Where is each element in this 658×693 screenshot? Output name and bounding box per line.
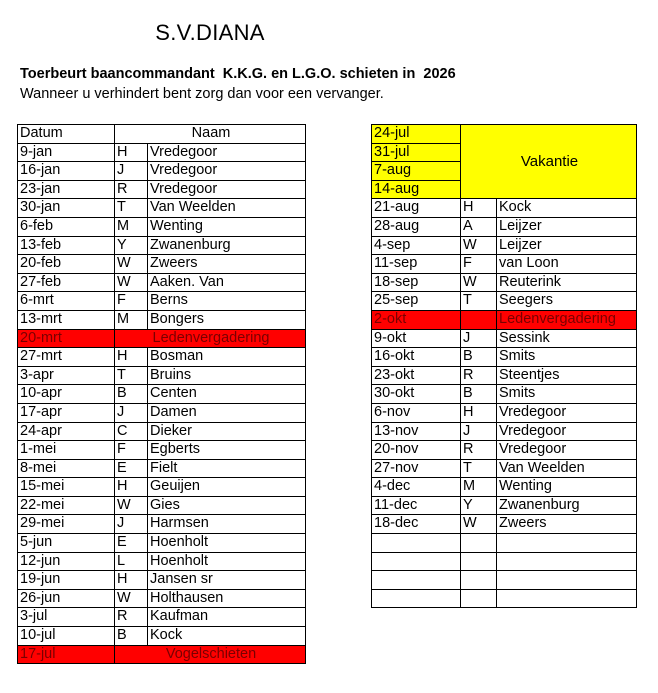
date-cell: 10-apr [18,385,115,404]
table-row [372,236,637,255]
name-cell: Damen [148,403,306,422]
name-cell: Fielt [148,459,306,478]
code-cell: E [115,534,148,553]
table-row [18,496,306,515]
date-cell: 25-sep [372,292,461,311]
date-cell: 11-dec [372,496,461,515]
code-cell: W [461,236,497,255]
code-cell: M [115,217,148,236]
name-cell: Holthausen [148,589,306,608]
table-row [18,143,306,162]
table-row [18,552,306,571]
name-cell: Vredegoor [148,143,306,162]
name-cell: Vredegoor [497,422,637,441]
name-cell: Kock [497,199,637,218]
schedule-subtitle: Toerbeurt baancommandant K.K.G. en L.G.O. schieten in 2026 [20,66,456,82]
date-cell: 20-nov [372,441,461,460]
date-cell: 27-feb [18,273,115,292]
date-cell: 15-mei [18,478,115,497]
code-cell: J [115,403,148,422]
date-cell: 16-okt [372,348,461,367]
table-row [372,255,637,274]
date-cell: 28-aug [372,217,461,236]
date-cell: 24-jul [372,125,461,144]
code-cell: R [461,366,497,385]
code-cell [461,310,497,329]
name-cell: Aaken. Van [148,273,306,292]
date-cell: 26-jun [18,589,115,608]
name-cell: Van Weelden [148,199,306,218]
table-row [18,589,306,608]
name-header: Naam [115,125,306,144]
date-cell: 17-apr [18,403,115,422]
name-cell: Hoenholt [148,552,306,571]
code-cell: H [115,143,148,162]
name-cell: Reuterink [497,273,637,292]
name-cell: Bruins [148,366,306,385]
date-cell: 2-okt [372,310,461,329]
code-cell: R [115,608,148,627]
code-cell: F [461,255,497,274]
event-cell: Ledenvergadering [115,329,306,348]
date-cell: 16-jan [18,162,115,181]
schedule-table-right [371,124,637,608]
table-row [18,180,306,199]
code-cell: W [461,273,497,292]
code-cell: T [461,459,497,478]
date-cell: 19-jun [18,571,115,590]
code-cell: J [115,162,148,181]
date-cell [372,571,461,590]
table-row [372,329,637,348]
code-cell: C [115,422,148,441]
date-cell [372,589,461,608]
date-header: Datum [18,125,115,144]
date-cell: 17-jul [18,645,115,664]
date-cell: 10-jul [18,627,115,646]
date-cell: 14-aug [372,180,461,199]
code-cell: B [461,385,497,404]
name-cell [497,534,637,553]
code-cell: H [115,348,148,367]
name-cell: Sessink [497,329,637,348]
event-cell: Vogelschieten [115,645,306,664]
date-cell: 1-mei [18,441,115,460]
name-cell: Vredegoor [497,403,637,422]
name-cell: van Loon [497,255,637,274]
table-row [18,534,306,553]
code-cell: M [115,310,148,329]
page-title: S.V.DIANA [155,20,265,45]
code-cell: W [115,255,148,274]
name-cell: Zwanenburg [497,496,637,515]
table-row [18,571,306,590]
name-cell: Leijzer [497,236,637,255]
code-cell: R [461,441,497,460]
date-cell: 6-mrt [18,292,115,311]
table-row [372,515,637,534]
event-cell: Ledenvergadering [497,310,637,329]
code-cell: L [115,552,148,571]
table-row [18,310,306,329]
date-cell: 9-okt [372,329,461,348]
name-cell: Seegers [497,292,637,311]
code-cell: J [461,422,497,441]
code-cell: B [115,627,148,646]
name-cell: Zwanenburg [148,236,306,255]
date-cell: 13-nov [372,422,461,441]
name-cell: Vredegoor [148,180,306,199]
table-row [18,385,306,404]
date-cell: 13-mrt [18,310,115,329]
table-row [18,348,306,367]
date-cell: 23-okt [372,366,461,385]
date-cell: 20-mrt [18,329,115,348]
empty-row [372,571,637,590]
table-row [372,199,637,218]
table-row [372,348,637,367]
name-cell: Zweers [148,255,306,274]
name-cell: Vredegoor [497,441,637,460]
name-cell: Kock [148,627,306,646]
name-cell: Steentjes [497,366,637,385]
name-cell: Hoenholt [148,534,306,553]
name-cell: Egberts [148,441,306,460]
name-cell: Van Weelden [497,459,637,478]
table-row [372,422,637,441]
table-row [18,478,306,497]
code-cell: B [461,348,497,367]
code-cell [461,589,497,608]
code-cell: A [461,217,497,236]
table-row [18,236,306,255]
date-cell [372,534,461,553]
code-cell: H [115,571,148,590]
date-cell: 6-feb [18,217,115,236]
name-cell: Jansen sr [148,571,306,590]
empty-row [372,534,637,553]
code-cell: Y [115,236,148,255]
name-cell: Bosman [148,348,306,367]
code-cell: W [115,273,148,292]
date-cell: 18-dec [372,515,461,534]
code-cell: J [115,515,148,534]
code-cell: M [461,478,497,497]
date-cell: 27-mrt [18,348,115,367]
name-cell: Bongers [148,310,306,329]
name-cell: Leijzer [497,217,637,236]
vacation-row [372,125,637,144]
table-header-row [18,125,306,144]
date-cell: 29-mei [18,515,115,534]
table-row [18,441,306,460]
date-cell: 8-mei [18,459,115,478]
date-cell: 21-aug [372,199,461,218]
code-cell: E [115,459,148,478]
table-row [18,273,306,292]
empty-row [372,589,637,608]
code-cell: T [115,199,148,218]
substitute-note: Wanneer u verhindert bent zorg dan voor een vervanger. [20,86,384,102]
code-cell: R [115,180,148,199]
code-cell: Y [461,496,497,515]
date-cell: 12-jun [18,552,115,571]
name-cell: Smits [497,348,637,367]
name-cell: Berns [148,292,306,311]
date-cell: 27-nov [372,459,461,478]
name-cell: Vredegoor [148,162,306,181]
table-row [18,255,306,274]
date-cell: 11-sep [372,255,461,274]
code-cell [461,552,497,571]
name-cell: Kaufman [148,608,306,627]
code-cell: F [115,292,148,311]
table-row [18,199,306,218]
vacation-cell: Vakantie [461,125,637,199]
date-cell: 18-sep [372,273,461,292]
empty-row [372,552,637,571]
table-row [18,627,306,646]
table-row [372,496,637,515]
name-cell: Dieker [148,422,306,441]
table-row [372,217,637,236]
name-cell: Harmsen [148,515,306,534]
table-row [372,478,637,497]
table-row [18,162,306,181]
code-cell: H [461,199,497,218]
table-row [18,366,306,385]
name-cell: Wenting [497,478,637,497]
date-cell: 30-jan [18,199,115,218]
name-cell: Geuijen [148,478,306,497]
name-cell: Gies [148,496,306,515]
name-cell [497,589,637,608]
date-cell: 6-nov [372,403,461,422]
code-cell: H [115,478,148,497]
date-cell: 4-dec [372,478,461,497]
date-cell: 3-apr [18,366,115,385]
name-cell: Smits [497,385,637,404]
date-cell: 24-apr [18,422,115,441]
event-row [372,310,637,329]
code-cell [461,571,497,590]
code-cell [461,534,497,553]
code-cell: T [115,366,148,385]
date-cell [372,552,461,571]
date-cell: 3-jul [18,608,115,627]
code-cell: J [461,329,497,348]
code-cell: H [461,403,497,422]
date-cell: 22-mei [18,496,115,515]
table-row [372,385,637,404]
table-row [18,292,306,311]
date-cell: 20-feb [18,255,115,274]
schedule-table-left [17,124,306,664]
event-row [18,329,306,348]
date-cell: 4-sep [372,236,461,255]
name-cell: Wenting [148,217,306,236]
table-row [372,273,637,292]
event-row [18,645,306,664]
name-cell [497,552,637,571]
table-row [372,403,637,422]
code-cell: W [115,496,148,515]
table-row [372,459,637,478]
table-row [372,366,637,385]
table-row [18,459,306,478]
date-cell: 13-feb [18,236,115,255]
table-row [372,292,637,311]
code-cell: T [461,292,497,311]
code-cell: B [115,385,148,404]
name-cell: Zweers [497,515,637,534]
table-row [372,441,637,460]
code-cell: W [115,589,148,608]
date-cell: 23-jan [18,180,115,199]
table-row [18,422,306,441]
name-cell: Centen [148,385,306,404]
table-row [18,403,306,422]
code-cell: F [115,441,148,460]
date-cell: 31-jul [372,143,461,162]
date-cell: 5-jun [18,534,115,553]
date-cell: 7-aug [372,162,461,181]
table-row [18,608,306,627]
date-cell: 30-okt [372,385,461,404]
date-cell: 9-jan [18,143,115,162]
name-cell [497,571,637,590]
table-row [18,515,306,534]
code-cell: W [461,515,497,534]
table-row [18,217,306,236]
